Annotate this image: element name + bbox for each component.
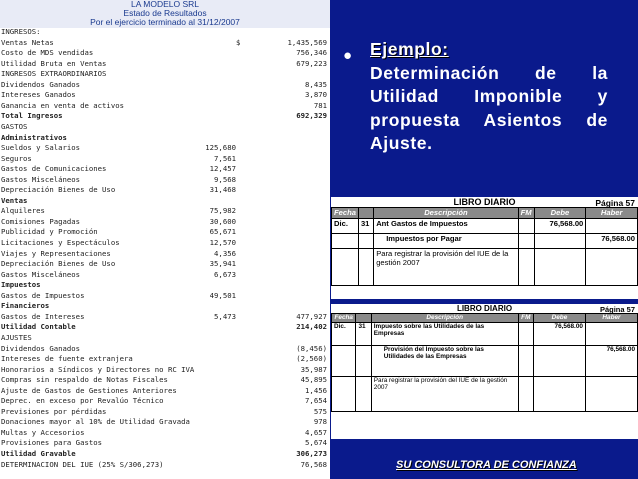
row-label: Donaciones mayor al 10% de Utilidad Gravada (1, 417, 190, 427)
row-subtotal: 12,457 (209, 164, 236, 174)
row-label: Administrativos (1, 132, 67, 142)
ledger-cell: Dic. (332, 323, 356, 346)
row-label: Honorarios a Síndicos y Directores no RC IVA (1, 364, 195, 374)
row-subtotal: 6,673 (214, 269, 236, 279)
ledger-row (332, 249, 638, 286)
ledger-row (332, 219, 638, 234)
ledger-cell: 31 (356, 323, 371, 346)
ledger-cell: Impuestos por Pagar (374, 234, 518, 249)
company-name: LA MODELO SRL (130, 0, 200, 9)
row-label: Total Ingresos (1, 111, 63, 121)
row-subtotal: 49,501 (209, 290, 236, 300)
row-label: Seguros (1, 153, 32, 163)
bullet-icon: ● (343, 47, 353, 64)
row-label: Publicidad y Promoción (1, 227, 98, 237)
row-label: Financieros (1, 301, 50, 311)
row-subtotal: 31,468 (209, 185, 236, 195)
row-currency: $ (236, 37, 241, 47)
row-subtotal: 9,568 (214, 174, 236, 184)
ledger-header-cell: Debe (533, 314, 585, 323)
row-label: INGRESOS: (1, 27, 41, 36)
ledger-header-cell: Descripción (374, 208, 518, 219)
statement-row (0, 334, 330, 342)
statement-row (0, 397, 330, 405)
row-label: Depreciación Bienes de Uso (1, 185, 116, 195)
ledger-cell (332, 234, 359, 249)
statement-row (0, 387, 330, 395)
row-total: 3,870 (305, 90, 327, 100)
ledger-cell: 76,568.00 (586, 234, 638, 249)
statement-row (0, 260, 330, 268)
statement-row (0, 39, 330, 47)
row-subtotal: 125,680 (205, 143, 236, 153)
statement-row (0, 250, 330, 258)
footer-slogan: SU CONSULTORA DE CONFIANZA (396, 459, 577, 471)
statement-row (0, 418, 330, 426)
row-label: Viajes y Representaciones (1, 248, 111, 258)
ledger-header-row (332, 314, 638, 323)
statement-row (0, 366, 330, 374)
statement-row (0, 123, 330, 131)
row-label: Gastos Misceláneos (1, 269, 81, 279)
slide-body: Determinación de la Utilidad Imponible y propuesta Asientos de Ajuste. (370, 62, 608, 153)
ledger-cell (534, 234, 586, 249)
row-label: Compras sin respaldo de Notas Fiscales (1, 375, 168, 385)
row-label: Ganancia en venta de activos (1, 100, 125, 110)
row-total: 756,346 (296, 48, 327, 58)
ledger-cell: 76,568.00 (534, 219, 586, 234)
statement-row (0, 176, 330, 184)
row-subtotal: 12,570 (209, 238, 236, 247)
statement-row (0, 144, 330, 152)
statement-row (0, 323, 330, 331)
row-label: DETERMINACION DEL IUE (25% S/306,273) (1, 459, 164, 469)
statement-title: Estado de Resultados (123, 8, 207, 18)
row-label: Sueldos y Salarios (1, 143, 81, 153)
ledger-cell (332, 377, 356, 412)
ledger-cell: Para registrar la provisión del IUE de la gestión 2007 (371, 377, 518, 412)
statement-row (0, 281, 330, 289)
ledger-cell (586, 249, 638, 286)
slide-keyword: Ejemplo: (370, 39, 449, 59)
ledger-cell: Para registrar la provisión del IUE de la gestión 2007 (374, 249, 518, 286)
row-label: Deprec. en exceso por Revalúo Técnico (1, 396, 164, 406)
ledger-cell (534, 249, 586, 286)
statement-row (0, 228, 330, 236)
ledger-header-cell (358, 208, 373, 219)
row-total: 692,329 (296, 111, 327, 121)
row-total: (2,560) (296, 354, 327, 364)
ledger-cell (518, 219, 534, 234)
ledger-cell: 31 (358, 219, 373, 234)
statement-row (0, 91, 330, 99)
row-label: Ventas Netas (1, 37, 54, 47)
statement-period: Por el ejercicio terminado al 31/12/2007 (90, 17, 240, 27)
ledger-grid (331, 313, 638, 412)
ledger-header-row (332, 208, 638, 219)
statement-row (0, 134, 330, 142)
statement-row (0, 408, 330, 416)
statement-row (0, 439, 330, 447)
statement-row (0, 112, 330, 120)
ledger-grid (331, 207, 638, 286)
ledger-cell (518, 249, 534, 286)
row-label: GASTOS (1, 121, 28, 131)
row-label: Intereses de fuente extranjera (1, 354, 133, 364)
ledger-cell (518, 234, 534, 249)
row-total: 76,568 (300, 459, 327, 469)
row-total: 1,435,569 (287, 37, 327, 47)
row-total: 45,895 (300, 375, 327, 385)
row-subtotal: 7,561 (214, 153, 236, 163)
ledger-row (332, 346, 638, 377)
row-label: INGRESOS EXTRAORDINARIOS (1, 69, 107, 79)
row-label: Previsiones por pérdidas (1, 406, 107, 416)
row-label: Gastos de Intereses (1, 311, 85, 321)
row-total: 5,674 (305, 438, 327, 448)
ledger-cell: Dic. (332, 219, 359, 234)
ledger-cell (518, 377, 533, 412)
row-label: Utilidad Contable (1, 322, 76, 332)
row-total: 7,654 (305, 396, 327, 406)
ledger-header-cell: Haber (586, 208, 638, 219)
ledger-cell (518, 323, 533, 346)
statement-row (0, 207, 330, 215)
statement-row (0, 165, 330, 173)
statement-row (0, 376, 330, 384)
statement-row (0, 218, 330, 226)
statement-row (0, 292, 330, 300)
statement-row (0, 302, 330, 310)
row-label: Utilidad Bruta en Ventas (1, 58, 107, 68)
statement-row (0, 313, 330, 321)
row-label: Impuestos (1, 280, 41, 290)
ledger-table-2 (331, 304, 638, 439)
ledger-row (332, 234, 638, 249)
ledger-row (332, 323, 638, 346)
ledger-cell: Impuesto sobre las Utilidades de las Empresas (371, 323, 518, 346)
statement-row (0, 345, 330, 353)
statement-row (0, 60, 330, 68)
statement-row (0, 70, 330, 78)
row-total: 1,456 (305, 385, 327, 395)
ledger-cell (332, 249, 359, 286)
ledger-cell: Ant Gastos de Impuestos (374, 219, 518, 234)
ledger-cell (585, 377, 637, 412)
row-subtotal: 35,941 (209, 259, 236, 269)
ledger-header-cell: Fecha (332, 208, 359, 219)
statement-row (0, 239, 330, 247)
ledger-title: LIBRO DIARIO (453, 197, 516, 207)
row-total: 575 (313, 406, 327, 416)
ledger-cell (356, 377, 371, 412)
ledger-table-1 (331, 197, 638, 299)
ledger-cell: Provisión del Impuesto sobre las Utilidades de las Empresas (371, 346, 518, 377)
ledger-cell (585, 323, 637, 346)
row-label: Comisiones Pagadas (1, 216, 81, 226)
ledger-header-cell: Fecha (332, 314, 356, 323)
row-total: 679,223 (296, 58, 327, 68)
row-total: (8,456) (296, 343, 327, 353)
slide-text (370, 38, 608, 156)
row-total: 306,273 (296, 449, 327, 458)
row-label: Ajuste de Gastos de Gestiones Anteriores (1, 385, 177, 395)
row-subtotal: 4,356 (214, 248, 236, 258)
statement-row (0, 102, 330, 110)
row-label: AJUSTES (1, 332, 32, 342)
row-label: Provisiones para Gastos (1, 438, 103, 448)
row-label: Ventas (1, 195, 28, 205)
row-label: Intereses Ganados (1, 90, 76, 100)
ledger-header-cell: Descripción (371, 314, 518, 323)
row-label: Depreciación Bienes de Uso (1, 259, 116, 269)
ledger-page: Página 57 (595, 198, 635, 208)
ledger-cell (518, 346, 533, 377)
row-label: Dividendos Ganados (1, 79, 81, 89)
row-total: 4,657 (305, 427, 327, 437)
ledger-cell: 76,568.00 (533, 323, 585, 346)
statement-row (0, 355, 330, 363)
row-total: 978 (313, 417, 327, 427)
ledger-cell (533, 377, 585, 412)
statement-row (0, 271, 330, 279)
statement-row (0, 429, 330, 437)
ledger-header-cell: Haber (585, 314, 637, 323)
ledger-cell (332, 346, 356, 377)
ledger-header-cell: FM (518, 314, 533, 323)
row-total: 781 (313, 100, 327, 110)
row-label: Dividendos Ganados (1, 343, 81, 353)
statement-row (0, 450, 330, 458)
ledger-cell (358, 249, 373, 286)
statement-row (0, 461, 330, 469)
statement-row (0, 197, 330, 205)
row-subtotal: 30,600 (209, 216, 236, 226)
row-subtotal: 5,473 (214, 311, 236, 321)
row-label: Alquileres (1, 206, 45, 216)
statement-row (0, 155, 330, 163)
ledger-row (332, 377, 638, 412)
row-subtotal: 65,671 (209, 227, 236, 237)
row-label: Licitaciones y Espectáculos (1, 238, 120, 247)
row-label: Multas y Accesorios (1, 427, 85, 437)
statement-row (0, 28, 330, 36)
row-label: Costo de MDS vendidas (1, 48, 94, 58)
row-total: 477,927 (296, 311, 327, 321)
statement-row (0, 186, 330, 194)
ledger-title: LIBRO DIARIO (456, 304, 513, 313)
ledger-cell (356, 346, 371, 377)
row-total: 35,987 (300, 364, 327, 374)
ledger-cell (586, 219, 638, 234)
ledger-cell (358, 234, 373, 249)
statement-row (0, 49, 330, 57)
ledger-header-cell (356, 314, 371, 323)
ledger-cell (533, 346, 585, 377)
row-label: Utilidad Gravable (1, 449, 76, 458)
row-total: 214,402 (296, 322, 327, 332)
ledger-header-cell: Debe (534, 208, 586, 219)
ledger-header-cell: FM (518, 208, 534, 219)
row-label: Gastos de Comunicaciones (1, 164, 107, 174)
ledger-cell: 76,568.00 (585, 346, 637, 377)
statement-row (0, 81, 330, 89)
row-label: Gastos de Impuestos (1, 290, 85, 300)
ledger-page: Página 57 (599, 305, 635, 314)
row-total: 8,435 (305, 79, 327, 89)
row-subtotal: 75,982 (209, 206, 236, 216)
row-label: Gastos Misceláneos (1, 174, 81, 184)
